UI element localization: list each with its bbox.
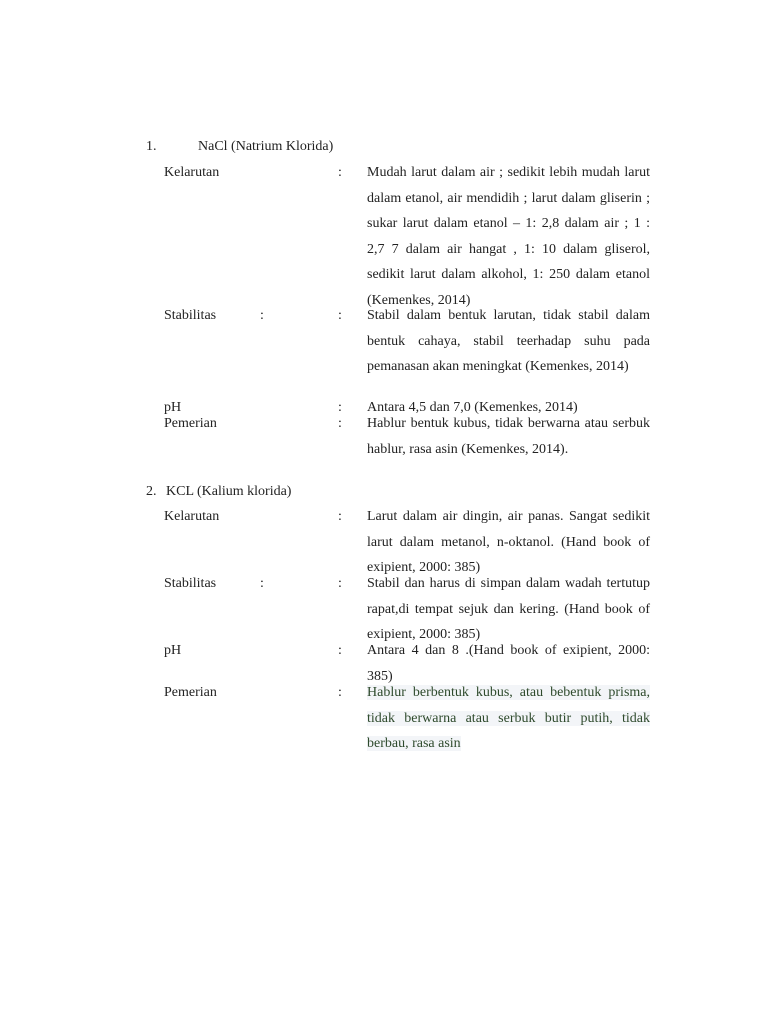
row-mid-colon: : — [260, 576, 264, 591]
row-colon: : — [338, 400, 342, 415]
row-label-kelarutan: Kelarutan — [164, 509, 220, 524]
row-label-ph: pH — [164, 400, 182, 415]
row-colon: : — [338, 643, 342, 658]
row-value-kelarutan: Mudah larut dalam air ; sedikit lebih mudah larut dalam etanol, air mendidih ; larut dalam gliserin ; sukar larut dalam etanol – 1: 2,8 dalam air ; 1 : 2,7 7 dalam air hangat , 1: 10 dalam gliserol, sedikit larut dalam alkohol, 1: 250 dalam etanol (Kemenkes, 2014) — [367, 165, 650, 308]
row-colon: : — [338, 685, 342, 700]
row-value-ph: Antara 4,5 dan 7,0 (Kemenkes, 2014) — [367, 400, 578, 415]
row-value-pemerian — [367, 680, 650, 757]
row-label-pemerian: Pemerian — [164, 416, 217, 431]
row-mid-colon: : — [260, 308, 264, 323]
section-2-number: 2. — [146, 484, 157, 499]
section-1-title: NaCl (Natrium Klorida) — [198, 139, 334, 154]
highlighted-text: Hablur berbentuk kubus, atau bebentuk prisma, tidak berwarna atau serbuk butir putih, tidak berbau, rasa asin — [367, 685, 650, 751]
row-value-ph: Antara 4 dan 8 .(Hand book of exipient, 2000: 385) — [367, 643, 650, 684]
row-colon: : — [338, 416, 342, 431]
row-colon: : — [338, 308, 342, 323]
row-value-kelarutan: Larut dalam air dingin, air panas. Sangat sedikit larut dalam metanol, n-oktanol. (Hand book of exipient, 2000: 385) — [367, 509, 650, 575]
row-value-stabilitas: Stabil dan harus di simpan dalam wadah tertutup rapat,di tempat sejuk dan kering. (Hand book of exipient, 2000: 385) — [367, 576, 650, 642]
row-label-kelarutan: Kelarutan — [164, 165, 220, 180]
section-1-number: 1. — [146, 139, 157, 154]
row-colon: : — [338, 165, 342, 180]
row-value-pemerian: Hablur bentuk kubus, tidak berwarna atau serbuk hablur, rasa asin (Kemenkes, 2014). — [367, 416, 650, 457]
section-2-title: KCL (Kalium klorida) — [166, 484, 292, 499]
row-colon: : — [338, 576, 342, 591]
row-label-pemerian: Pemerian — [164, 685, 217, 700]
row-label-stabilitas: Stabilitas — [164, 308, 217, 323]
row-colon: : — [338, 509, 342, 524]
row-value-stabilitas: Stabil dalam bentuk larutan, tidak stabil dalam bentuk cahaya, stabil teerhadap suhu pada pemanasan akan meningkat (Kemenkes, 2014) — [367, 308, 650, 374]
row-label-stabilitas: Stabilitas — [164, 576, 217, 591]
row-label-ph: pH — [164, 643, 182, 658]
